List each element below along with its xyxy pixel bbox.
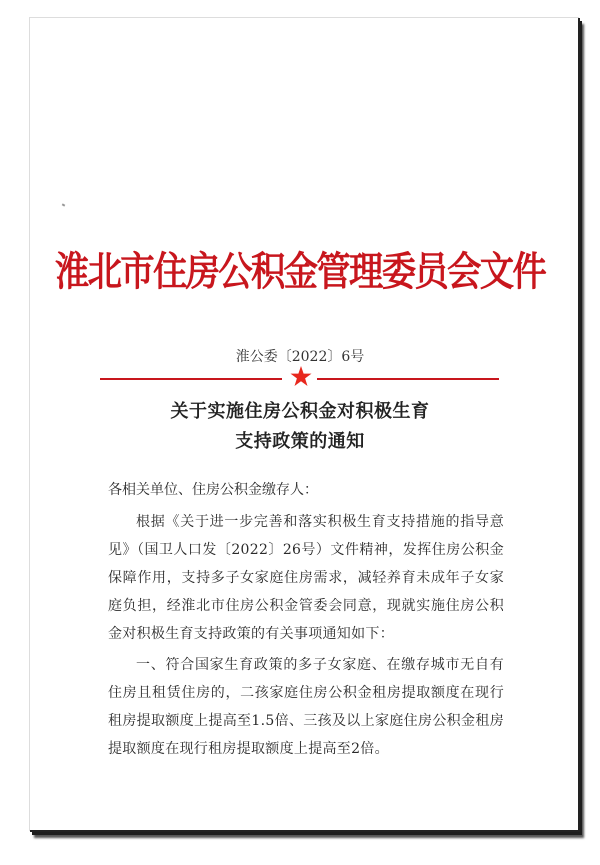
red-star-icon bbox=[289, 365, 313, 389]
body-paragraph-2: 一、符合国家生育政策的多子女家庭、在缴存城市无自有住房且租赁住房的，二孩家庭住房公积金租房提取额度在现行租房提取额度上提高至1.5倍、三孩及以上家庭住房公积金租房提取额度在现行租房提取额度上提高至2倍。 bbox=[108, 657, 504, 757]
salutation: 各相关单位、住房公积金缴存人： bbox=[108, 482, 318, 498]
body-paragraph-1: 根据《关于进一步完善和落实积极生育支持措施的指导意见》（国卫人口发〔2022〕26号）文件精神，发挥住房公积金保障作用，支持多子女家庭住房需求，减轻养育未成年子女家庭负担，经淮北市住房公积金管委会同意，现就实施住房公积金对积极生育支持政策的有关事项通知如下： bbox=[108, 514, 504, 642]
notice-title-line-2: 支持政策的通知 bbox=[235, 431, 365, 452]
header-divider-right bbox=[317, 378, 499, 380]
document-header-title: 淮北市住房公积金管理委员会文件 bbox=[54, 248, 546, 295]
notice-title-line-1: 关于实施住房公积金对积极生育 bbox=[170, 401, 430, 422]
document-number: 淮公委〔2022〕6号 bbox=[235, 349, 365, 365]
header-divider-left bbox=[100, 378, 282, 380]
